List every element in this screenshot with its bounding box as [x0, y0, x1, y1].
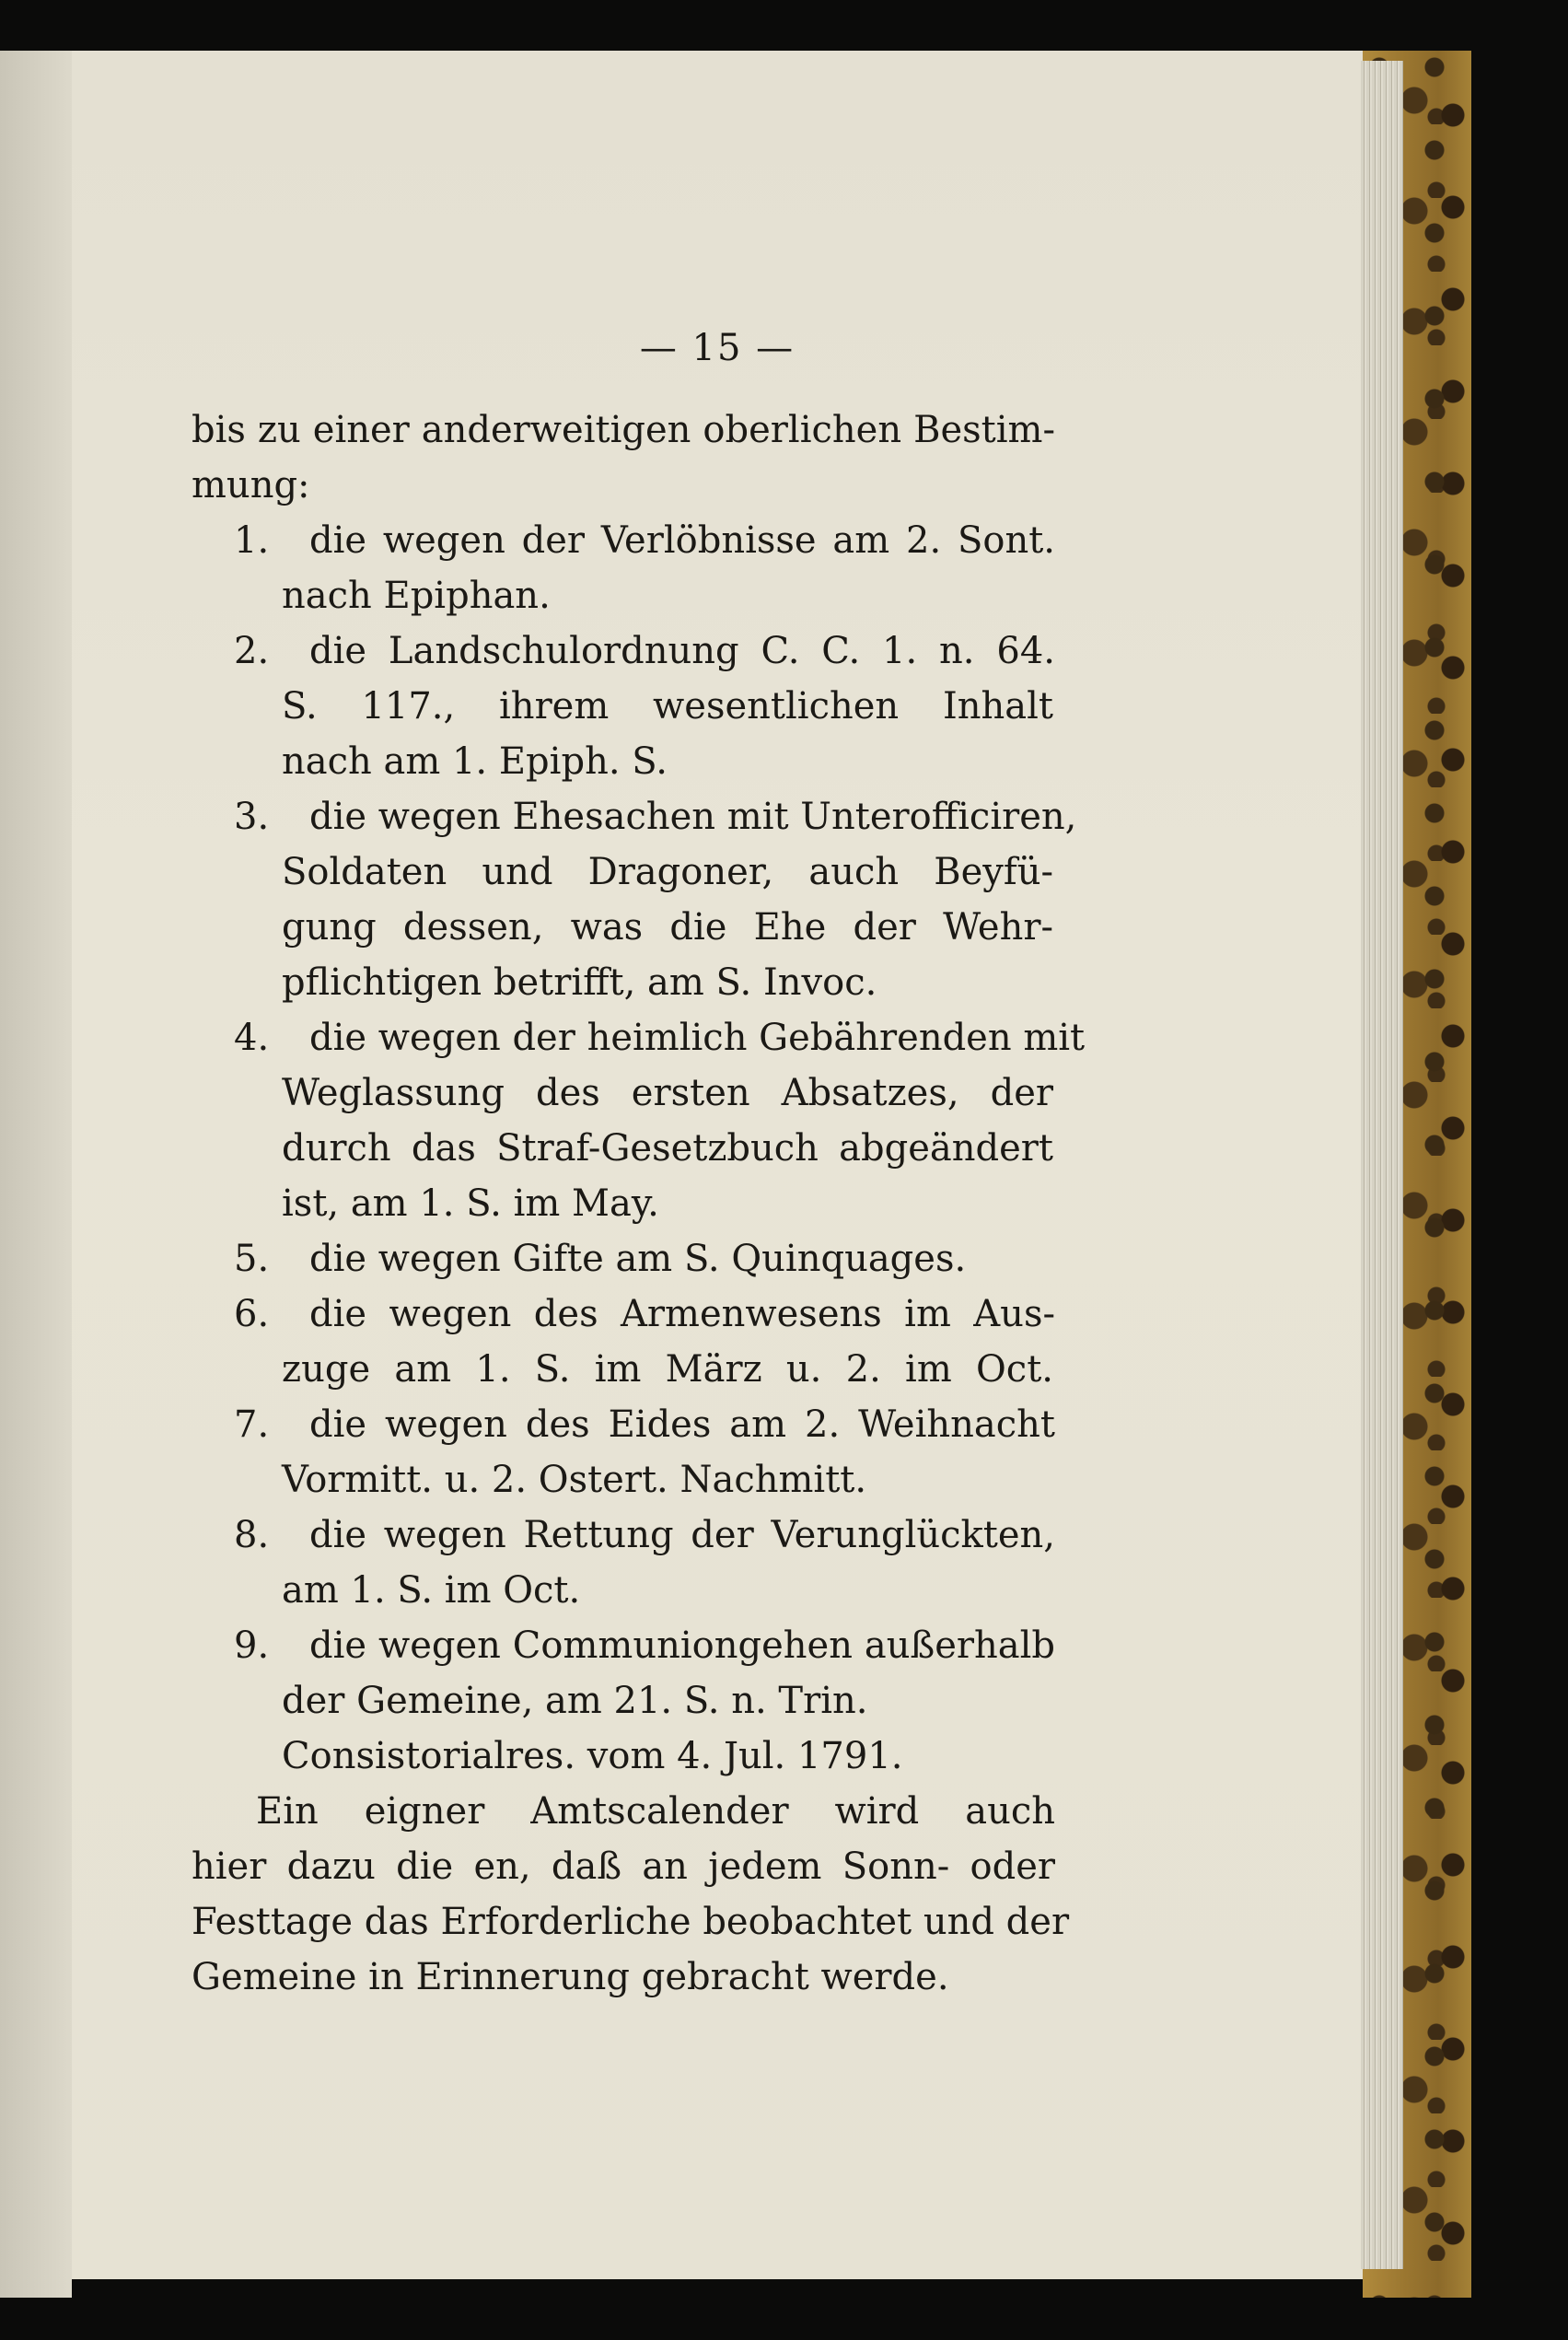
list-marker-2: 2.	[234, 630, 270, 672]
list-item-7	[234, 1403, 1055, 1447]
list-item-6-cont: zuge am 1. S. im März u. 2. im Oct.	[282, 1348, 1053, 1391]
list-item-2-cont-1: S. 117., ihrem wesentlichen Inhalt	[282, 685, 1053, 728]
paragraph-line-2: hier dazu die en, daß an jedem Sonn- oder	[192, 1845, 1055, 1888]
list-item-1-text: die wegen der Verlöbnisse am 2. Sont.	[309, 519, 1055, 562]
list-marker-6: 6.	[234, 1293, 270, 1335]
list-item-7-text: die wegen des Eides am 2. Weihnacht	[309, 1403, 1055, 1446]
list-item-2-cont-2: nach am 1. Epiph. S.	[282, 740, 668, 783]
list-item-6	[234, 1293, 1055, 1336]
list-item-9-text: die wegen Communiongehen außerhalb	[309, 1624, 1055, 1667]
list-marker-7: 7.	[234, 1403, 270, 1446]
list-item-3-cont-3: pflichtigen betrifft, am S. Invoc.	[282, 961, 877, 1004]
list-item-6-text: die wegen des Armenwesens im Aus-	[309, 1293, 1055, 1335]
list-item-1	[234, 519, 1055, 563]
list-item-8-text: die wegen Rettung der Verunglückten,	[309, 1514, 1055, 1556]
paragraph-line-1: Ein eigner Amtscalender wird auch	[256, 1790, 1055, 1833]
list-item-3	[234, 796, 1077, 839]
paragraph-line-4: Gemeine in Erinnerung gebracht werde.	[192, 1956, 949, 1998]
list-item-7-cont: Vormitt. u. 2. Ostert. Nachmitt.	[282, 1459, 867, 1501]
list-marker-5: 5.	[234, 1238, 270, 1280]
list-marker-1: 1.	[234, 519, 270, 562]
list-item-9-cont-2: Consistorialres. vom 4. Jul. 1791.	[282, 1735, 903, 1777]
list-item-4-cont-2: durch das Straf-Gesetzbuch abgeändert	[282, 1127, 1053, 1170]
list-item-2-text: die Landschulordnung C. C. 1. n. 64.	[309, 630, 1055, 672]
list-marker-3: 3.	[234, 796, 270, 838]
list-item-4	[234, 1017, 1086, 1060]
list-item-5-text: die wegen Gifte am S. Quinquages.	[309, 1238, 967, 1280]
paragraph-line-3: Festtage das Erforderliche beobachtet und der	[192, 1901, 1070, 1943]
facing-page-edge	[0, 51, 72, 2298]
list-item-4-cont-3: ist, am 1. S. im May.	[282, 1182, 659, 1225]
book-page	[72, 51, 1363, 2279]
list-item-1-cont: nach Epiphan.	[282, 575, 551, 617]
list-item-3-cont-2: gung dessen, was die Ehe der Wehr-	[282, 906, 1053, 949]
text-line-1: bis zu einer anderweitigen oberlichen Bestim-	[192, 409, 1055, 451]
list-item-8	[234, 1514, 1055, 1557]
list-item-3-text: die wegen Ehesachen mit Unterofficiren,	[309, 796, 1077, 838]
list-marker-9: 9.	[234, 1624, 270, 1667]
list-item-3-cont-1: Soldaten und Dragoner, auch Beyfü-	[282, 851, 1053, 893]
list-item-9	[234, 1624, 1055, 1668]
text-line-2: mung:	[192, 464, 310, 506]
list-item-8-cont: am 1. S. im Oct.	[282, 1569, 581, 1612]
page-stack-edge	[1361, 61, 1403, 2269]
list-item-2	[234, 630, 1055, 673]
list-item-9-cont-1: der Gemeine, am 21. S. n. Trin.	[282, 1680, 868, 1722]
page-number: — 15 —	[639, 327, 796, 369]
list-item-4-text: die wegen der heimlich Gebährenden mit	[309, 1017, 1086, 1059]
list-item-4-cont-1: Weglassung des ersten Absatzes, der	[282, 1072, 1053, 1114]
list-marker-8: 8.	[234, 1514, 270, 1556]
list-marker-4: 4.	[234, 1017, 270, 1059]
list-item-5	[234, 1240, 1055, 1281]
